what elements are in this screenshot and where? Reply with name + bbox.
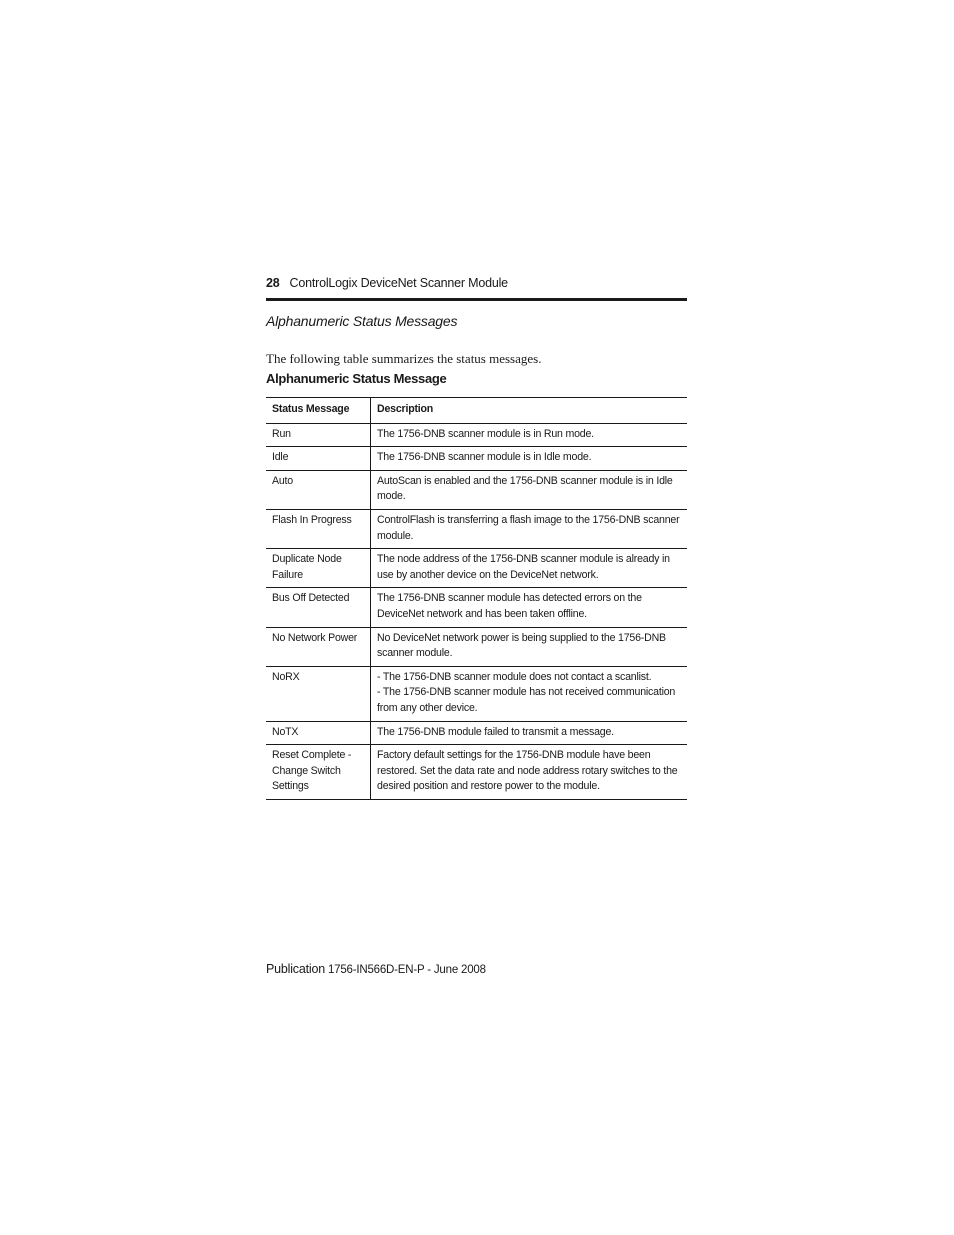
table-row (266, 745, 687, 800)
status-message-cell: Duplicate Node Failure (266, 549, 371, 588)
table-row (266, 588, 687, 627)
description-text: The 1756-DNB scanner module has detected errors on the DeviceNet network and has been taken offline. (377, 592, 642, 620)
description-cell (371, 509, 688, 548)
description-cell (371, 588, 688, 627)
status-message-cell: Run (266, 423, 371, 447)
description-text: - The 1756-DNB scanner module has not received communication from any other device. (377, 686, 676, 714)
description-cell (371, 447, 688, 471)
table-row (266, 509, 687, 548)
description-cell (371, 721, 688, 745)
status-message-cell: Auto (266, 470, 371, 509)
description-text: ControlFlash is transferring a flash image to the 1756-DNB scanner module. (377, 513, 680, 542)
status-message-cell: NoTX (266, 721, 371, 745)
table-row (266, 549, 687, 588)
footer-label: Publication (266, 962, 325, 976)
description-text: The 1756-DNB scanner module is in Run mode. (377, 427, 594, 440)
table-row (266, 470, 687, 509)
publication-number: 1756-IN566D-EN-P - June 2008 (327, 964, 486, 976)
table-row (266, 666, 687, 721)
intro-paragraph: The following table summarizes the status messages. (266, 351, 542, 366)
description-cell (371, 470, 688, 509)
description-text: The 1756-DNB module failed to transmit a message. (377, 725, 614, 738)
description-cell (371, 549, 688, 588)
status-message-cell: Flash In Progress (266, 509, 371, 548)
status-message-cell: Bus Off Detected (266, 588, 371, 627)
running-header (266, 276, 687, 290)
description-cell (371, 423, 688, 447)
description-cell (371, 745, 688, 800)
table-caption: Alphanumeric Status Message (266, 371, 447, 386)
column-header-status: Status Message (266, 398, 371, 424)
description-text: - The 1756-DNB scanner module does not contact a scanlist. (377, 670, 652, 683)
status-message-cell: NoRX (266, 666, 371, 721)
description-text: AutoScan is enabled and the 1756-DNB scanner module is in Idle mode. (377, 474, 673, 503)
table-row (266, 423, 687, 447)
description-cell (371, 666, 688, 721)
table-row (266, 447, 687, 471)
header-rule (266, 298, 687, 301)
status-message-table (266, 397, 687, 800)
table-row (266, 721, 687, 745)
status-message-cell: Idle (266, 447, 371, 471)
section-title: Alphanumeric Status Messages (266, 313, 458, 329)
table-body (266, 423, 687, 799)
table-row (266, 627, 687, 666)
description-text: The node address of the 1756-DNB scanner module is already in use by another device on the DeviceNet network. (377, 553, 670, 581)
status-message-cell: No Network Power (266, 627, 371, 666)
table-header-row (266, 398, 687, 424)
status-message-cell: Reset Complete - Change Switch Settings (266, 745, 371, 800)
description-text: The 1756-DNB scanner module is in Idle mode. (377, 451, 592, 464)
description-cell (371, 627, 688, 666)
description-text: No DeviceNet network power is being supplied to the 1756-DNB scanner module. (377, 631, 666, 660)
description-text: Factory default settings for the 1756-DNB module have been restored. Set the data rate and node address rotary switches to the desired position and restore power to the module. (377, 749, 678, 793)
page-footer (266, 962, 486, 976)
document-title: ControlLogix DeviceNet Scanner Module (289, 276, 508, 290)
page-number: 28 (266, 276, 280, 290)
column-header-description: Description (371, 398, 688, 424)
